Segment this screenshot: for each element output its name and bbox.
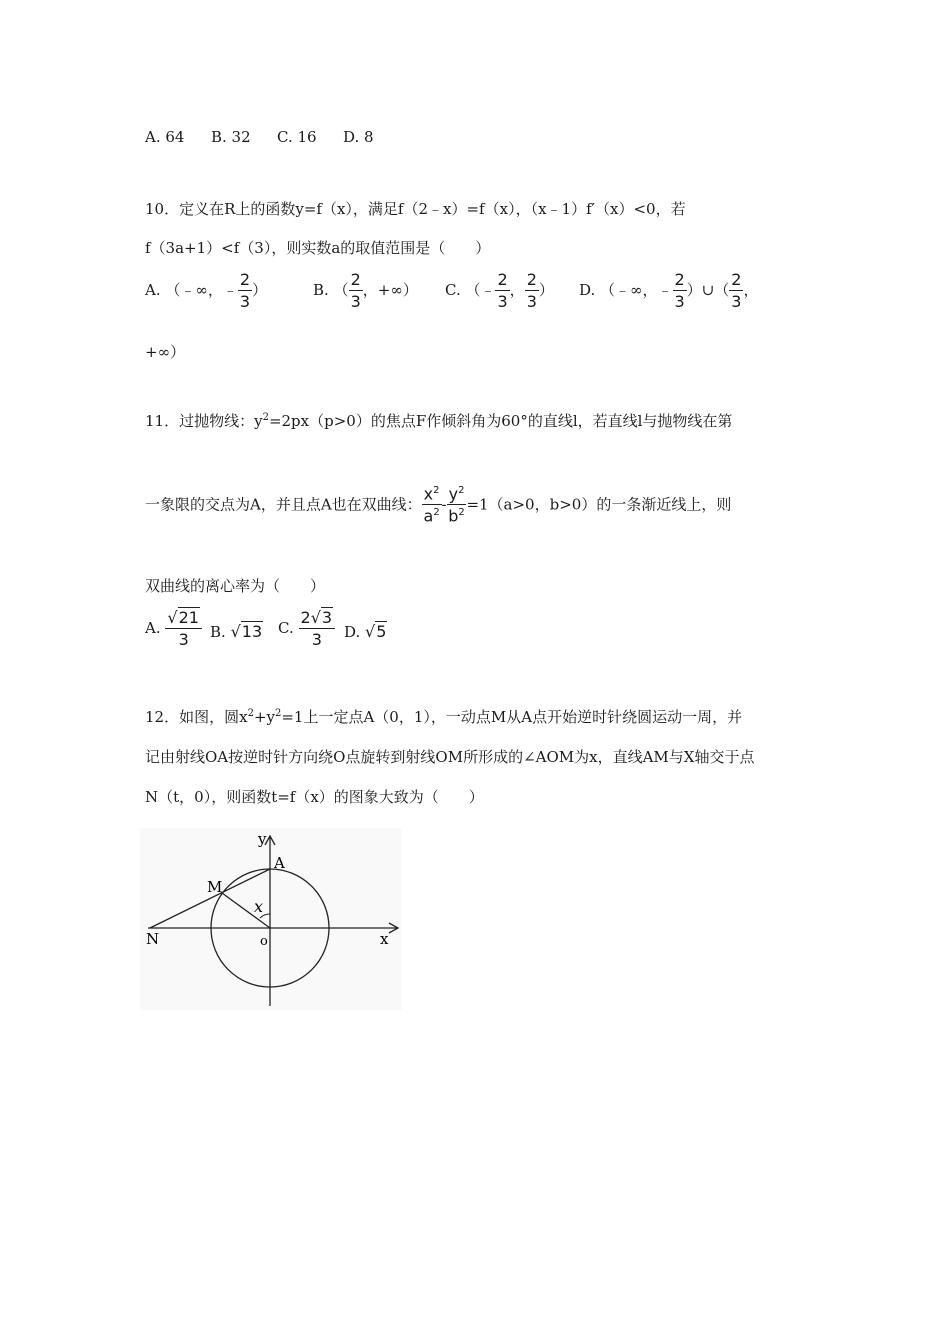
q11-stem-line2: 一象限的交点为A，并且点A也在双曲线： $\frac{x^2}{a^2}$ - $\frac{y^2}{b^2}$ =1（a>0，b>0）的一条渐近线上，则 (145, 484, 732, 526)
label-a: A (274, 854, 285, 872)
q12-stem-line3: N（t，0），则函数t=f（x）的图象大致为（ ） (145, 788, 484, 806)
label-m: M (207, 878, 223, 896)
q12-stem-line2: 记由射线OA按逆时针方向绕O点旋转到射线OM所形成的∠AOM为x，直线AM与X轴交于点 (145, 748, 755, 766)
q11-stem-line1: 11．过抛物线：$y^2=2px(p>0)$的焦点F作倾斜角为60°的直线l，若直线l与抛物线在第 (145, 412, 733, 430)
label-x: x (380, 930, 389, 948)
q9-option-c: C. 16 (277, 128, 317, 146)
label-o: o (260, 934, 268, 949)
q10-option-c: C. （﹣ $\frac{2}{3}$ ， $\frac{2}{3}$ ） (445, 270, 554, 311)
q10-stem-line1: 10．定义在R上的函数y=f（x），满足f（2﹣x）=f（x），（x﹣1）f′（x）<0，若 (145, 200, 686, 218)
q11-option-d: D. √5 (344, 622, 387, 641)
q12-stem-line1: 12．如图，圆$x^2+y^2=1$上一定点A（0，1），一动点M从A点开始逆时针绕圆运动一周，并 (145, 708, 743, 726)
q11-stem-line3: 双曲线的离心率为（ ） (145, 577, 326, 595)
q11-option-c: C. $\frac{2√3}{3}$ (278, 610, 335, 648)
q10-option-b: B. （ $\frac{2}{3}$ ，+∞） (313, 270, 418, 311)
label-n: N (146, 930, 160, 948)
label-y: y (258, 830, 267, 848)
q9-option-d: D. 8 (343, 128, 374, 146)
hyperbola-y-term: $\frac{y^2}{b^2}$ (448, 484, 465, 526)
q11-option-b: B. √13 (210, 622, 263, 641)
q9-option-b: B. 32 (211, 128, 251, 146)
q9-option-a: A. 64 (145, 128, 185, 146)
q10-option-a: A. （﹣∞，﹣ $\frac{2}{3}$ ） (145, 270, 268, 311)
q10-option-d: D. （﹣∞，﹣ $\frac{2}{3}$ ）∪（ $\frac{2}{3}$ ， (579, 270, 759, 311)
circle-figure (140, 828, 402, 1010)
q11-option-a: A. $\frac{√21}{3}$ (145, 610, 202, 648)
hyperbola-x-term: $\frac{x^2}{a^2}$ (423, 484, 440, 526)
q10-option-d-continued: +∞） (145, 343, 186, 361)
q10-stem-line2: f（3a+1）<f（3），则实数a的取值范围是（ ） (145, 239, 491, 257)
label-angle-x: x (254, 897, 264, 916)
